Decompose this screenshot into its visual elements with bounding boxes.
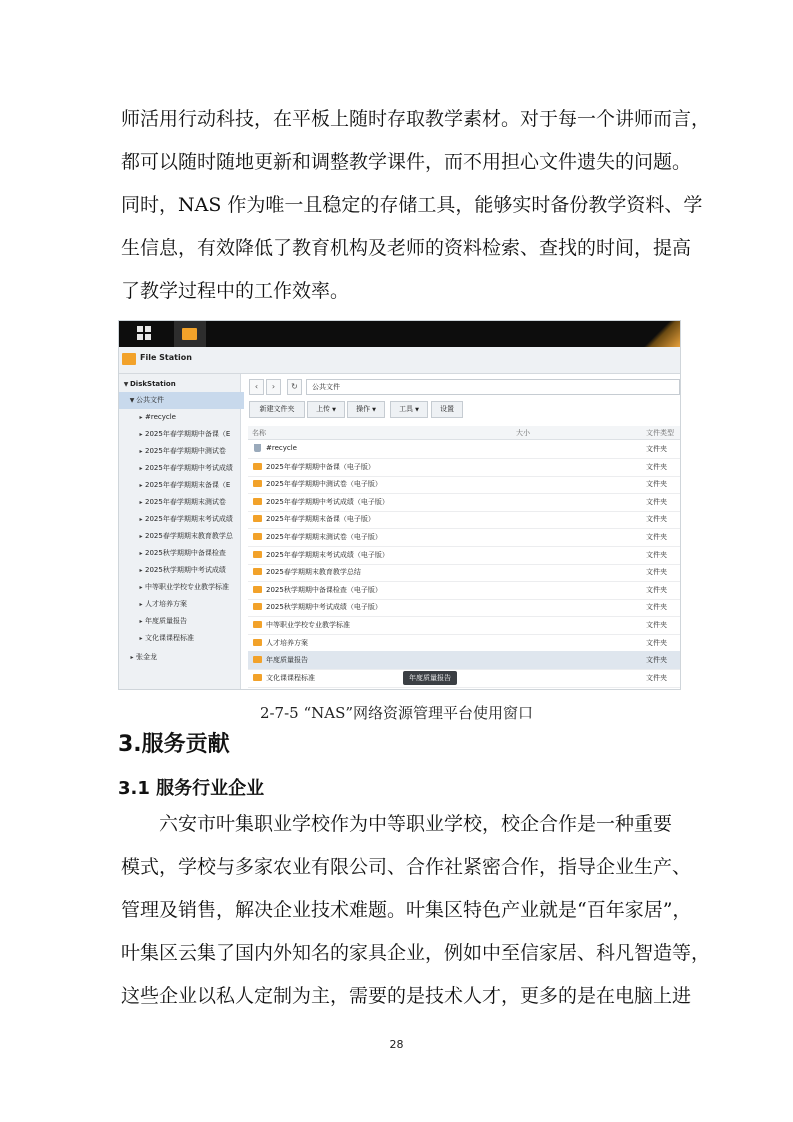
collapsed-arrow-icon: ▸ (139, 601, 143, 608)
row-type: 文件夹 (646, 673, 667, 682)
row-name: 文化课课程标准 (266, 673, 315, 682)
folder-icon (182, 328, 197, 340)
file-station-taskbar-tab[interactable] (174, 321, 206, 347)
paragraph-line: 都可以随时随地更新和调整教学课件，而不用担心文件遗失的问题。 (121, 151, 692, 173)
table-row[interactable] (248, 440, 680, 459)
row-name: 2025春学期期末教育教学总结 (266, 568, 361, 577)
main-menu-icon[interactable] (137, 326, 153, 342)
dropdown-caret-icon: ▼ (415, 407, 419, 413)
collapsed-arrow-icon: ▸ (139, 635, 143, 642)
row-type: 文件夹 (646, 550, 667, 559)
refresh-button[interactable]: ↻ (287, 379, 302, 395)
row-type: 文件夹 (646, 462, 667, 471)
row-type: 文件夹 (646, 497, 667, 506)
row-name: 2025年春学期期中测试卷（电子版） (266, 480, 382, 489)
tree-item-child[interactable]: ▸ 2025秋学期期中考试成绩 (137, 562, 237, 579)
tree-item-child[interactable]: ▸ 2025年春学期期中测试卷 (137, 443, 237, 460)
paragraph-line: 了教学过程中的工作效率。 (121, 280, 350, 302)
folder-icon (253, 586, 262, 593)
folder-icon (253, 463, 262, 470)
column-header-type[interactable]: 文件类型 (646, 429, 674, 437)
tooltip: 年度质量报告 (403, 671, 457, 685)
tree-item-child[interactable]: ▸ #recycle (137, 409, 237, 426)
tools-button[interactable]: 工具 ▼ (390, 401, 428, 418)
file-station-icon (122, 353, 136, 365)
tree-root-diskstation[interactable]: ▼ DiskStation (122, 376, 176, 393)
decorative-corner (640, 321, 680, 347)
row-name: 中等职业学校专业教学标准 (266, 621, 350, 629)
tree-item-child[interactable]: ▸ 2025年春学期期中考试成绩 (137, 460, 237, 477)
table-row[interactable] (248, 634, 680, 653)
tree-item-child[interactable]: ▸ 2025年春学期期末测试卷 (137, 494, 237, 511)
row-name: 年度质量报告 (266, 656, 308, 665)
row-type: 文件夹 (646, 480, 667, 489)
collapsed-arrow-icon: ▸ (139, 499, 143, 506)
window-titlebar (119, 347, 680, 374)
settings-button[interactable]: 设置 (431, 401, 463, 418)
table-row[interactable] (248, 616, 680, 635)
tree-item-child[interactable]: ▸ 中等职业学校专业教学标准 (137, 579, 237, 596)
recycle-bin-icon (254, 444, 261, 452)
table-row[interactable] (248, 563, 680, 582)
row-type: 文件夹 (646, 585, 667, 594)
path-field[interactable]: 公共文件 (306, 379, 680, 395)
collapsed-arrow-icon: ▸ (139, 533, 143, 540)
folder-icon (253, 639, 262, 646)
row-name: 2025秋学期期中备课检查（电子版） (266, 585, 382, 594)
dsm-taskbar (119, 321, 680, 347)
table-row[interactable] (248, 475, 680, 494)
folder-icon (253, 480, 262, 487)
table-row[interactable] (248, 510, 680, 529)
table-row[interactable] (248, 581, 680, 600)
tree-item-child[interactable]: ▸ 文化课课程标准 (137, 630, 237, 647)
collapsed-arrow-icon: ▸ (139, 465, 143, 472)
folder-tree (119, 374, 241, 689)
subsection-heading: 3.1 服务行业企业 (118, 778, 265, 799)
table-row[interactable] (248, 598, 680, 617)
table-row[interactable] (248, 493, 680, 512)
row-name: 2025年春学期期末备课（电子版） (266, 515, 375, 524)
tree-item-child[interactable]: ▸ 2025年春学期期中备课（E (137, 426, 237, 443)
row-type: 文件夹 (646, 533, 667, 541)
folder-icon (253, 498, 262, 505)
expanded-arrow-icon: ▼ (123, 381, 129, 388)
window-title: File Station (140, 353, 192, 362)
row-name: 2025年春学期期末测试卷（电子版） (266, 533, 382, 541)
row-name: 2025年春学期期中备课（电子版） (266, 462, 375, 471)
tree-item-child[interactable]: ▸ 年度质量报告 (137, 613, 237, 630)
row-name: 2025年春学期期末考试成绩（电子版） (266, 550, 389, 559)
table-row[interactable] (248, 546, 680, 565)
row-type: 文件夹 (646, 638, 667, 647)
intro-paragraph (121, 98, 711, 313)
row-type: 文件夹 (646, 621, 667, 629)
row-type: 文件夹 (646, 603, 667, 612)
paragraph-line: 六安市叶集职业学校作为中等职业学校，校企合作是一种重要 (159, 813, 673, 835)
table-row[interactable] (248, 528, 680, 547)
collapsed-arrow-icon: ▸ (139, 550, 143, 557)
tree-item-user-folder[interactable]: ▸ 张金龙 (128, 649, 157, 666)
action-button[interactable]: 操作 ▼ (347, 401, 385, 418)
row-name: 人才培养方案 (266, 638, 308, 647)
file-list-pane (248, 374, 680, 689)
collapsed-arrow-icon: ▸ (139, 567, 143, 574)
paragraph-line: 师活用行动科技，在平板上随时存取教学素材。对于每一个讲师而言， (121, 108, 711, 130)
collapsed-arrow-icon: ▸ (139, 482, 143, 489)
table-row[interactable] (248, 458, 680, 477)
collapsed-arrow-icon: ▸ (139, 414, 143, 421)
collapsed-arrow-icon: ▸ (139, 431, 143, 438)
column-header-name[interactable]: 名称 (252, 429, 266, 437)
row-name: 2025秋学期期中考试成绩（电子版） (266, 603, 382, 612)
paragraph-line: 同时，NAS 作为唯一且稳定的存储工具，能够实时备份教学资料、学 (121, 194, 703, 216)
folder-icon (253, 515, 262, 522)
folder-icon (253, 674, 262, 681)
tree-item-child[interactable]: ▸ 2025秋学期期中备课检查 (137, 545, 237, 562)
new-folder-button[interactable]: 新建文件夹 (249, 401, 305, 418)
row-type: 文件夹 (646, 568, 667, 577)
collapsed-arrow-icon: ▸ (139, 618, 143, 625)
dropdown-caret-icon: ▼ (372, 407, 376, 413)
row-name: 2025年春学期期中考试成绩（电子版） (266, 497, 389, 506)
expanded-arrow-icon: ▼ (129, 397, 135, 404)
paragraph-line: 这些企业以私人定制为主，需要的是技术人才，更多的是在电脑上进 (121, 985, 692, 1007)
figure-caption: 2-7-5 “NAS”网络资源管理平台使用窗口 (259, 704, 534, 722)
collapsed-arrow-icon: ▸ (139, 516, 143, 523)
folder-icon (253, 656, 262, 663)
folder-icon (253, 551, 262, 558)
table-row[interactable] (248, 651, 680, 670)
back-button[interactable]: ‹ (249, 379, 264, 395)
paragraph-line: 管理及销售，解决企业技术难题。叶集区特色产业就是“百年家居”， (121, 899, 692, 921)
row-type: 文件夹 (646, 656, 667, 665)
table-header (248, 426, 680, 440)
dropdown-caret-icon: ▼ (332, 407, 336, 413)
folder-icon (253, 621, 262, 628)
collapsed-arrow-icon: ▸ (139, 584, 143, 591)
row-type: 文件夹 (646, 445, 667, 453)
collapsed-arrow-icon: ▸ (130, 654, 134, 661)
navigation-bar (249, 379, 680, 395)
paragraph-line: 模式，学校与多家农业有限公司、合作社紧密合作，指导企业生产、 (121, 856, 692, 878)
tree-item-public[interactable]: ▼ 公共文件 (119, 392, 244, 409)
page-number: 28 (389, 1038, 404, 1051)
collapsed-arrow-icon: ▸ (139, 448, 143, 455)
folder-icon (253, 568, 262, 575)
folder-icon (253, 533, 262, 540)
tree-item-child[interactable]: ▸ 2025年春学期期末考试成绩 (137, 511, 237, 528)
section-heading: 3.服务贡献 (118, 732, 230, 757)
row-type: 文件夹 (646, 515, 667, 524)
tree-item-child[interactable]: ▸ 2025年春学期期末备课（E (137, 477, 237, 494)
row-name: #recycle (266, 444, 297, 452)
file-station-screenshot (118, 320, 681, 690)
paragraph-line: 叶集区云集了国内外知名的家具企业，例如中至信家居、科凡智造等， (121, 942, 711, 964)
tree-item-child[interactable]: ▸ 2025春学期期末教育教学总 (137, 528, 237, 545)
tree-item-child[interactable]: ▸ 人才培养方案 (137, 596, 237, 613)
paragraph-line: 生信息，有效降低了教育机构及老师的资料检索、查找的时间，提高 (121, 237, 692, 259)
folder-icon (253, 603, 262, 610)
table-row[interactable] (248, 669, 680, 688)
upload-button[interactable]: 上传 ▼ (307, 401, 345, 418)
service-paragraph (121, 803, 711, 1018)
forward-button[interactable]: › (266, 379, 281, 395)
column-header-size[interactable]: 大小 (516, 429, 530, 437)
